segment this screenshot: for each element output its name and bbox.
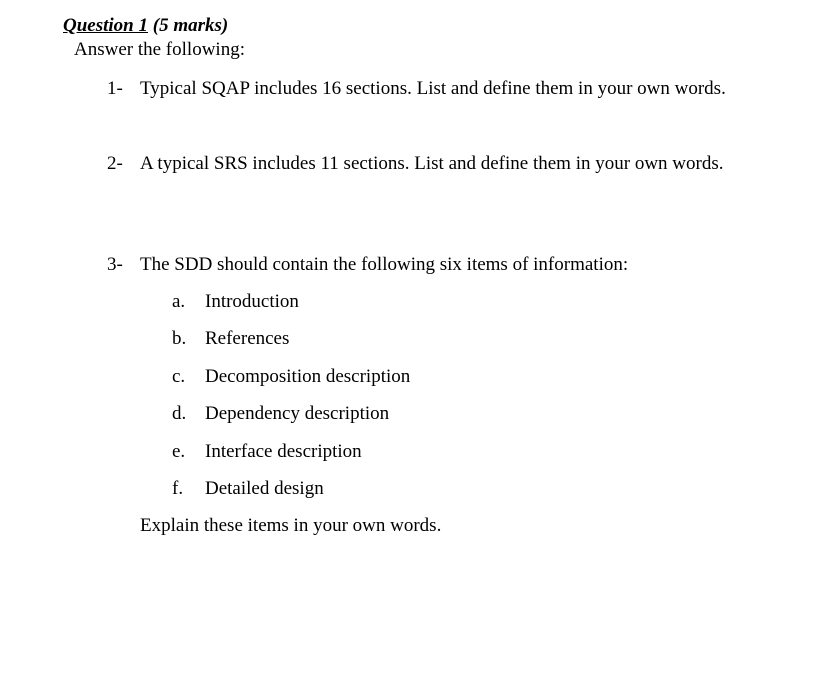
item-text: A typical SRS includes 11 sections. List and define them in your own words. [140, 153, 724, 174]
item-number: 1- [107, 78, 123, 99]
sub-item-letter: f. [172, 478, 184, 499]
sub-item-text: Decomposition description [205, 366, 411, 387]
sub-item-text: Dependency description [205, 403, 390, 424]
item-number: 3- [107, 254, 123, 275]
sub-item-e [172, 441, 362, 464]
sub-item-c [172, 366, 410, 389]
sub-item-letter: d. [172, 403, 187, 424]
sub-item-letter: b. [172, 328, 187, 349]
sub-item-f [172, 478, 324, 501]
sub-item-letter: c. [172, 366, 186, 387]
sub-item-a [172, 291, 299, 314]
item-number: 2- [107, 153, 123, 174]
question-item-3 [107, 254, 628, 277]
sub-item-letter: a. [172, 291, 186, 312]
sub-item-b [172, 328, 289, 351]
question-item-2 [107, 153, 723, 176]
sub-item-text: References [205, 328, 290, 349]
item-text: Typical SQAP includes 16 sections. List and define them in your own words. [140, 78, 726, 99]
question-marks: (5 marks) [148, 15, 229, 36]
sub-item-text: Detailed design [205, 478, 324, 499]
question-title [63, 15, 228, 38]
closing-instruction: Explain these items in your own words. [140, 515, 442, 536]
item-text: The SDD should contain the following six items of information: [140, 254, 629, 275]
sub-item-letter: e. [172, 441, 186, 462]
sub-item-text: Introduction [205, 291, 299, 312]
question-label: Question 1 [63, 15, 148, 36]
sub-item-text: Interface description [205, 441, 362, 462]
intro-text: Answer the following: [74, 39, 245, 60]
question-item-1 [107, 78, 726, 101]
sub-item-d [172, 403, 389, 426]
